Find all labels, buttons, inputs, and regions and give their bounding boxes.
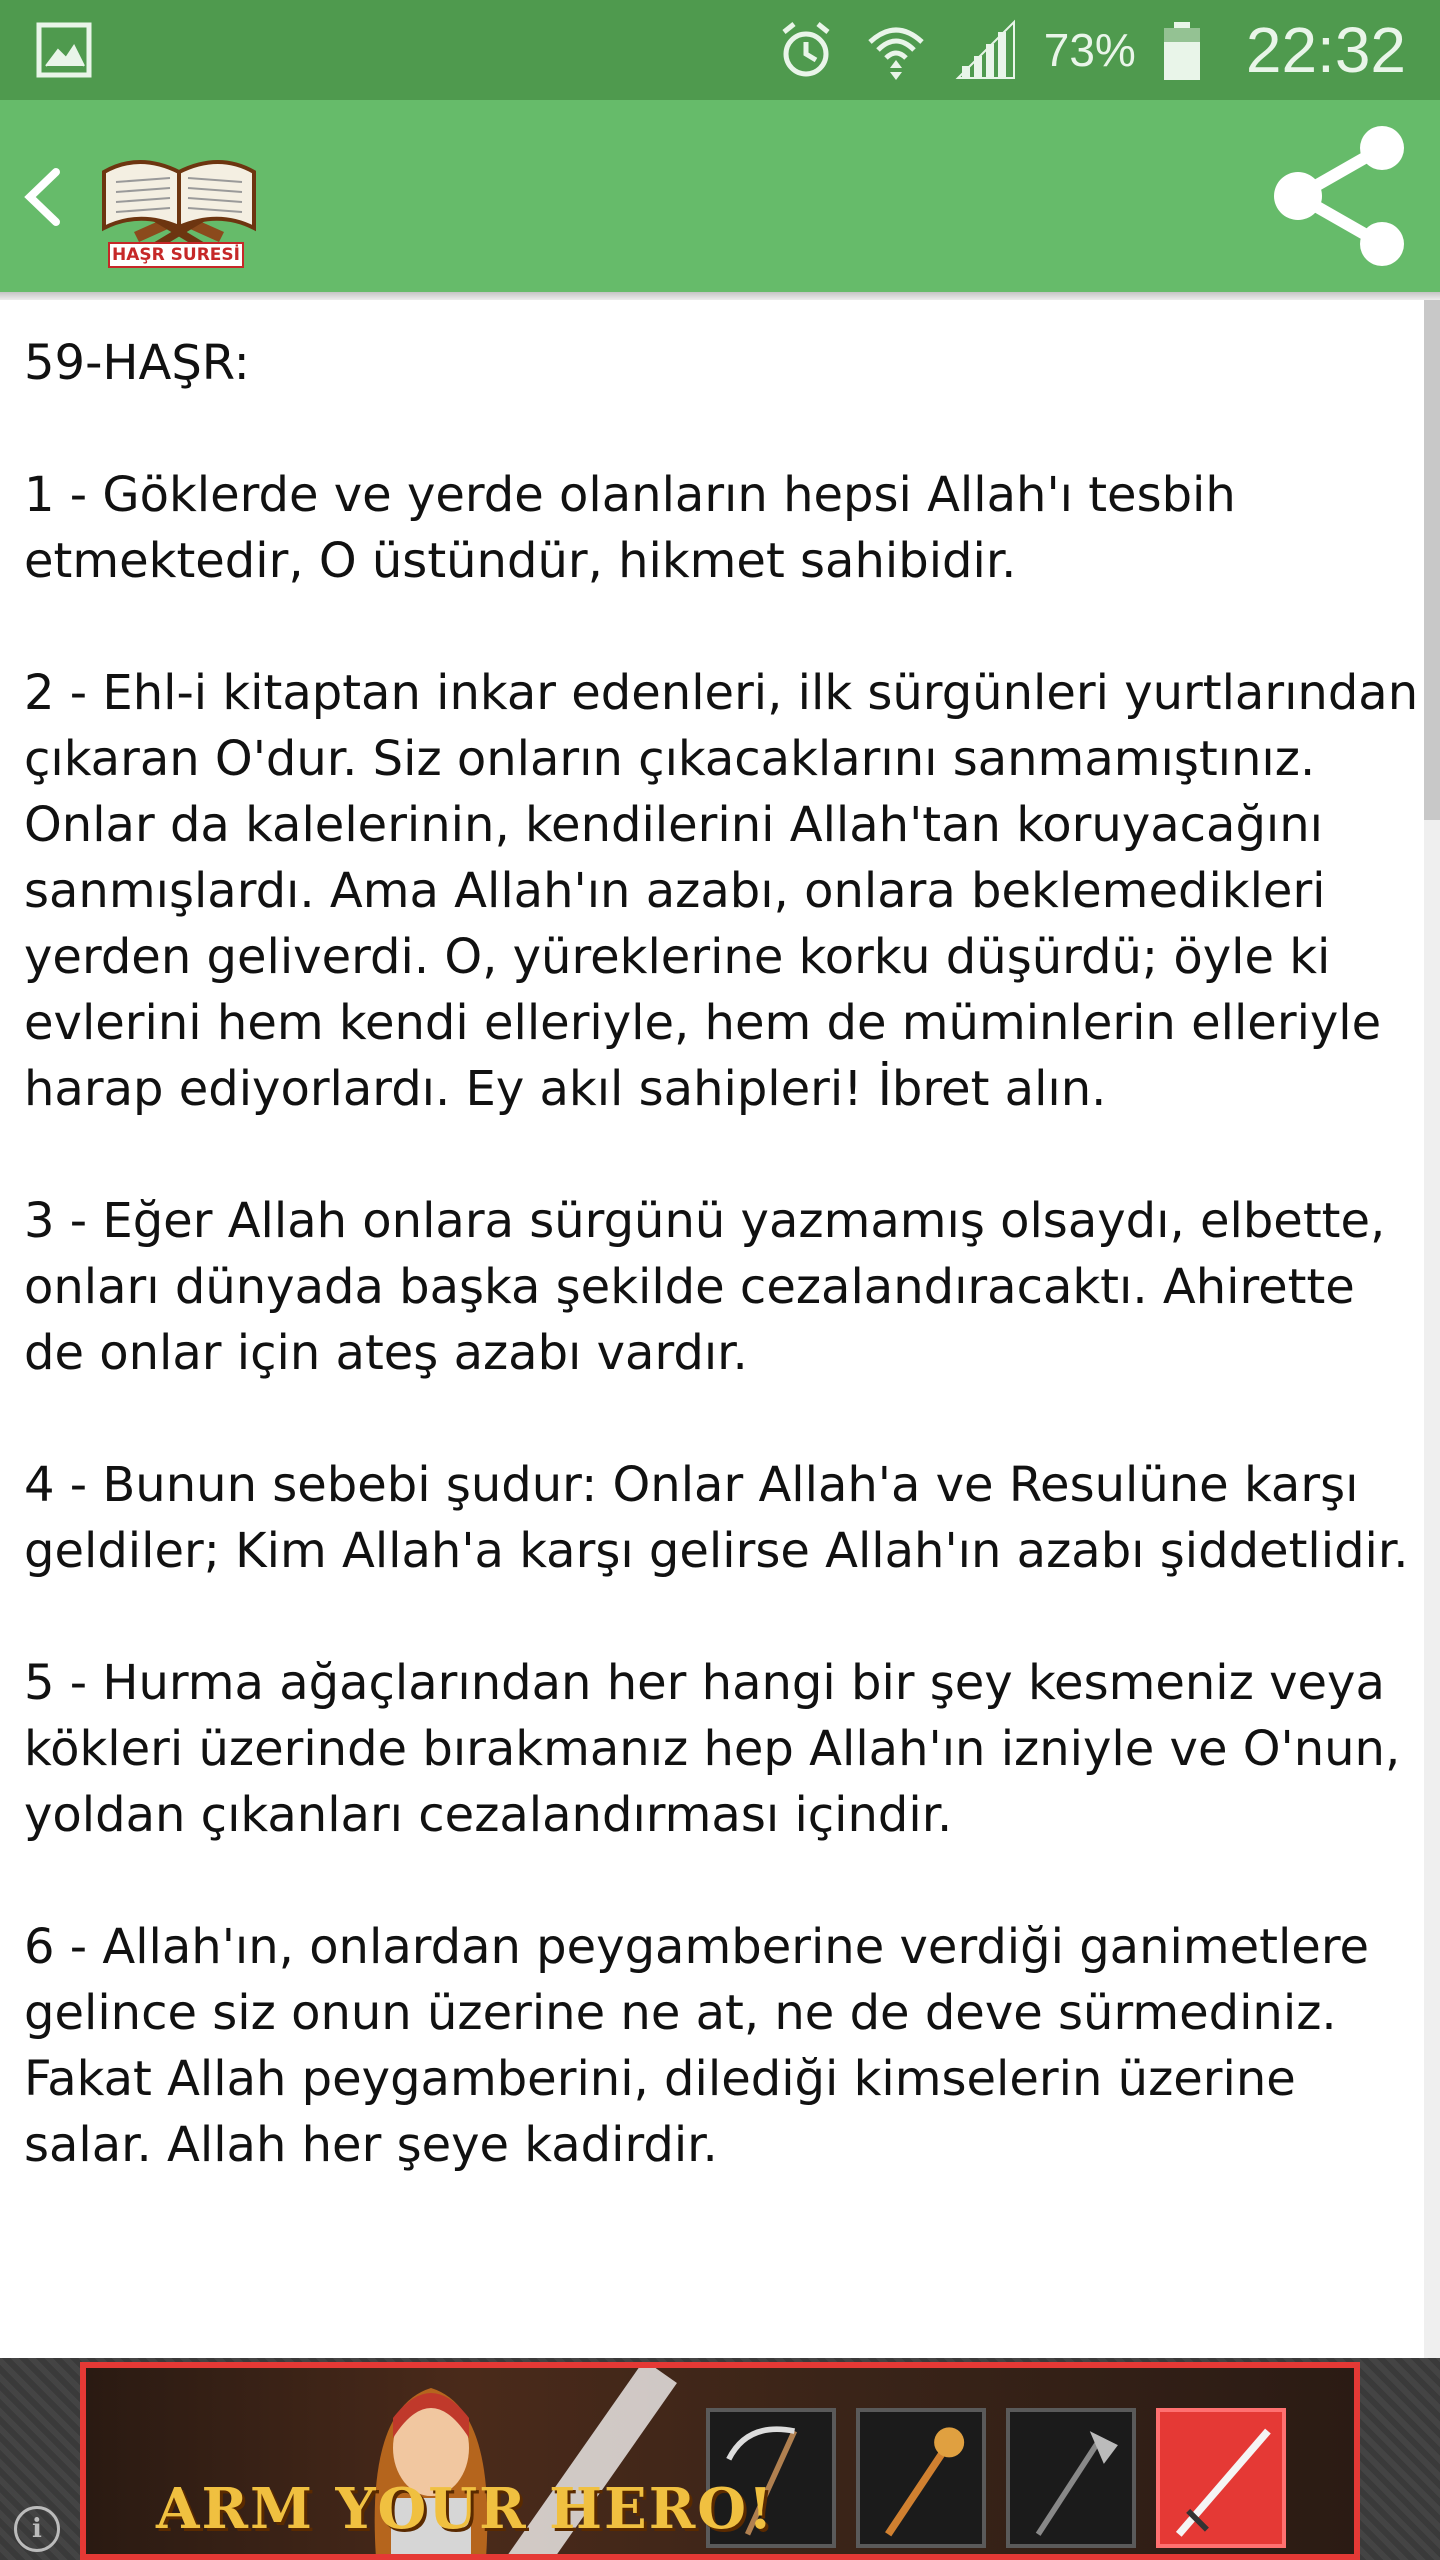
wifi-icon	[864, 18, 928, 82]
surah-text	[24, 330, 1424, 2244]
surah-title: 59-HAŞR:	[24, 335, 250, 391]
ad-banner-area	[0, 2358, 1440, 2560]
scrollbar-thumb[interactable]	[1424, 300, 1440, 820]
clock: 22:32	[1245, 14, 1406, 86]
logo-caption: HAŞR SURESİ	[108, 242, 244, 268]
ad-text: ARM YOUR HERO!	[156, 2476, 775, 2542]
gallery-icon	[36, 22, 92, 78]
ad-weapon-axe	[1006, 2408, 1136, 2548]
ad-info-icon[interactable]: i	[14, 2506, 60, 2552]
status-bar	[0, 0, 1440, 100]
battery-percent: 73%	[1043, 24, 1136, 76]
alarm-icon	[774, 18, 838, 82]
surah-text-area[interactable]	[0, 300, 1440, 2358]
battery-icon	[1162, 18, 1202, 82]
scrollbar-track[interactable]	[1424, 300, 1440, 2358]
chevron-left-icon[interactable]	[16, 162, 68, 232]
share-icon	[1270, 126, 1414, 266]
verse-1: 1 - Göklerde ve yerde olanların hepsi Allah'ı tesbih etmektedir, O üstündür, hikmet sahibidir.	[24, 467, 1236, 589]
ad-weapon-mace	[856, 2408, 986, 2548]
verse-4: 4 - Bunun sebebi şudur: Onlar Allah'a ve Resulüne karşı geldiler; Kim Allah'a karşı gelirse Allah'ın azabı şiddetlidir.	[24, 1457, 1409, 1579]
app-bar-divider	[0, 292, 1440, 300]
ad-weapon-sword	[1156, 2408, 1286, 2548]
verse-2: 2 - Ehl-i kitaptan inkar edenleri, ilk sürgünleri yurtlarından çıkaran O'dur. Siz onların çıkacaklarını sanmamıştınız. Onlar da kalelerinin, kendilerini Allah'tan koruyacağını sanmışlardı. Ama Allah'ın azabı, onlara beklemedikleri yerden geliverdi. O, yüreklerine korku düşürdü; öyle ki evlerini hem kendi elleriyle, hem de müminlerin elleriyle harap ediyorlardı. Ey akıl sahipleri! İbret alın.	[24, 665, 1419, 1117]
verse-6: 6 - Allah'ın, onlardan peygamberine verdiği ganimetlere gelince siz onun üzerine ne at, ne de deve sürmediniz. Fakat Allah peygamberini, dilediği kimselerin üzerine salar. Allah her şeye kadirdir.	[24, 1919, 1370, 2173]
share-button[interactable]	[1270, 126, 1414, 266]
status-right-group	[774, 0, 1406, 100]
signal-icon	[954, 18, 1018, 82]
ad-banner[interactable]	[80, 2362, 1360, 2560]
verse-5: 5 - Hurma ağaçlarından her hangi bir şey kesmeniz veya kökleri üzerinde bırakmanız hep Allah'ın izniyle ve O'nun, yoldan çıkanları cezalandırması içindir.	[24, 1655, 1401, 1843]
verse-3: 3 - Eğer Allah onlara sürgünü yazmamış olsaydı, elbette, onları dünyada başka şekilde cezalandıracaktı. Ahirette de onlar için ateş azabı vardır.	[24, 1193, 1386, 1381]
